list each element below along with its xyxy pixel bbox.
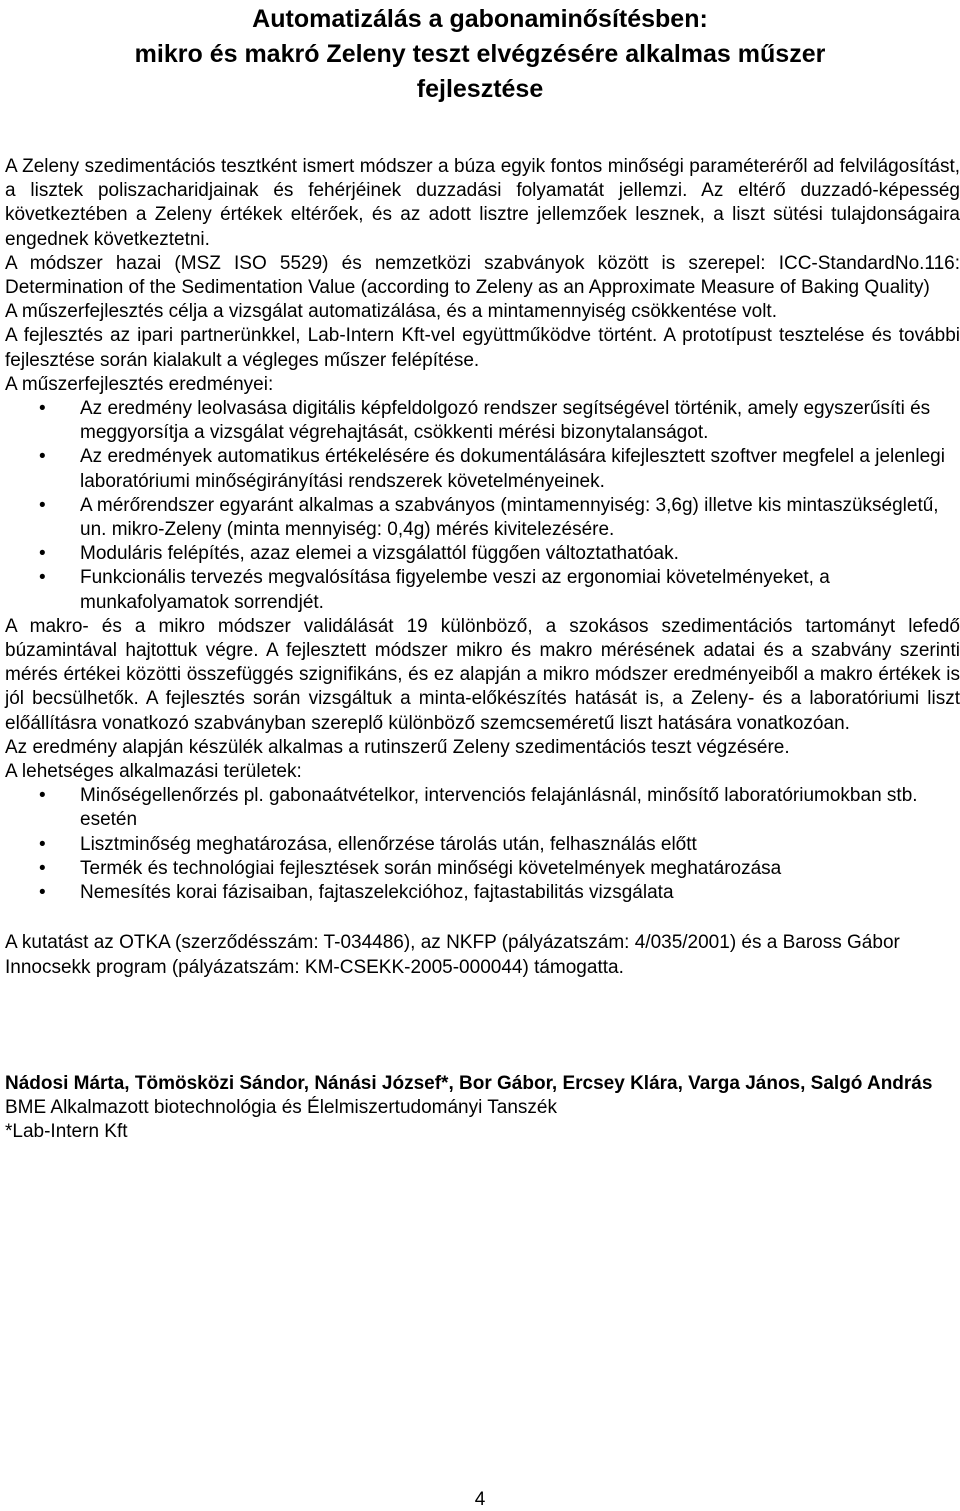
list-item	[5, 542, 960, 566]
list-item	[5, 784, 960, 832]
applications-heading: A lehetséges alkalmazási területek:	[5, 761, 302, 783]
results-heading: A műszerfejlesztés eredményei:	[5, 373, 274, 395]
intro-paragraph-1: A Zeleny szedimentációs tesztként ismert módszer a búza egyik fontos minőségi paraméteréről ad felvilágosítást, a lisztek poliszacharidjainak és fehérjéinek duzzadási folyamatát jellemzi. Az eltérő duzzadó-képesség következtében a Zeleny értékek eltérőek, és az adott lisztre jellemzőek lesznek, a liszt sütési tulajdonságaira engednek következtetni.	[5, 156, 960, 250]
page-number: 4	[474, 1489, 486, 1510]
bullet-icon: •	[39, 446, 46, 468]
page-title	[0, 2, 960, 107]
author-affiliation: BME Alkalmazott biotechnológia és Élelmiszertudományi Tanszék	[5, 1096, 557, 1118]
bullet-icon: •	[39, 833, 46, 855]
title-line-1: Automatizálás a gabonaminősítésben:	[252, 5, 708, 33]
list-item-text: Termék és technológiai fejlesztések során minőségi követelmények meghatározása	[80, 857, 782, 879]
list-item	[5, 445, 960, 493]
list-item-text: Az eredmények automatikus értékelésére és dokumentálására kifejlesztett szoftver megfelel a jelenlegi laboratóriumi minőségirányítási rendszerek követelményeinek.	[80, 446, 945, 492]
intro-paragraph-4: A fejlesztés az ipari partnerünkkel, Lab-Intern Kft-vel együttműködve történt. A prototípust tesztelése és további fejlesztése során kialakult a végleges műszer felépítése.	[5, 325, 960, 371]
title-line-2: mikro és makró Zeleny teszt elvégzésére alkalmas műszer	[134, 40, 826, 68]
list-item-text: A mérőrendszer egyaránt alkalmas a szabványos (mintamennyiség: 3,6g) illetve kis mintaszükségletű, un. mikro-Zeleny (minta mennyiség: 0,4g) mérés kivitelezésére.	[80, 494, 939, 541]
document-body	[5, 155, 960, 1144]
list-item	[5, 397, 960, 445]
list-item-text: Lisztminőség meghatározása, ellenőrzése tárolás után, felhasználás előtt	[80, 833, 697, 855]
bullet-icon: •	[39, 857, 46, 879]
spacer	[5, 980, 960, 1072]
author-names: Nádosi Márta, Tömösközi Sándor, Nánási József*, Bor Gábor, Ercsey Klára, Varga János, Salgó András	[5, 1072, 933, 1094]
conclusion-paragraph: Az eredmény alapján készülék alkalmas a rutinszerű Zeleny szedimentációs teszt végzésére.	[5, 736, 790, 758]
bullet-icon: •	[39, 543, 46, 565]
list-item	[5, 494, 960, 542]
list-item-text: Az eredmény leolvasása digitális képfeldolgozó rendszer segítségével történik, amely egyszerűsíti és meggyorsítja a vizsgálat végrehajtását, csökkenti mérési bizonytalanságot.	[80, 398, 931, 444]
bullet-icon: •	[39, 567, 46, 589]
list-item-text: Moduláris felépítés, azaz elemei a vizsgálattól függően változtathatóak.	[80, 543, 679, 565]
list-item-text: Funkcionális tervezés megvalósítása figyelembe veszi az ergonomiai követelményeket, a munkafolyamatok sorrendjét.	[80, 567, 830, 613]
title-line-3: fejlesztése	[416, 75, 544, 103]
intro-paragraph-3: A műszerfejlesztés célja a vizsgálat automatizálása, és a mintamennyiség csökkentése volt.	[5, 301, 777, 323]
bullet-icon: •	[39, 882, 46, 904]
list-item-text: Nemesítés korai fázisaiban, fajtaszelekcióhoz, fajtastabilitás vizsgálata	[80, 882, 674, 904]
list-item	[5, 881, 960, 905]
affiliation-note: *Lab-Intern Kft	[5, 1121, 128, 1143]
list-item	[5, 857, 960, 881]
list-item	[5, 833, 960, 857]
bullet-icon: •	[39, 785, 46, 807]
list-item-text: Minőségellenőrzés pl. gabonaátvételkor, intervenciós felajánlásnál, minősítő laboratóriumokban stb. esetén	[80, 785, 918, 831]
funding-paragraph: A kutatást az OTKA (szerződésszám: T-034486), az NKFP (pályázatszám: 4/035/2001) és a Baross Gábor Innocsekk program (pályázatszám: KM-CSEKK-2005-000044) támogatta.	[5, 932, 900, 978]
applications-list	[5, 784, 960, 905]
validation-paragraph: A makro- és a mikro módszer validálását 19 különböző, a szokásos szedimentációs tartományt lefedő búzamintával hajtottuk végre. A fejlesztett módszer mikro és makro mérésének adatai és a szabvány szerinti mérés értékei közötti összefüggés szignifikáns, és ez alapján a mikro módszer eredményeiből a makro értékek is jól becsülhetők. A fejlesztés során vizsgáltuk a minta-előkészítés hatását is, a Zeleny- és a laboratóriumi liszt előállításra vonatkozó szabványban szereplő különböző szemcseméretű liszt hatására vonatkozóan.	[5, 615, 960, 734]
bullet-icon: •	[39, 494, 46, 516]
list-item	[5, 566, 960, 614]
spacer	[5, 905, 960, 931]
bullet-icon: •	[39, 398, 46, 420]
results-list	[5, 397, 960, 615]
intro-paragraph-2: A módszer hazai (MSZ ISO 5529) és nemzetközi szabványok között is szerepel: ICC-StandardNo.116: Determination of the Sedimentation Value (according to Zeleny as an Approximate Measure of Baking Quality)	[5, 252, 960, 299]
